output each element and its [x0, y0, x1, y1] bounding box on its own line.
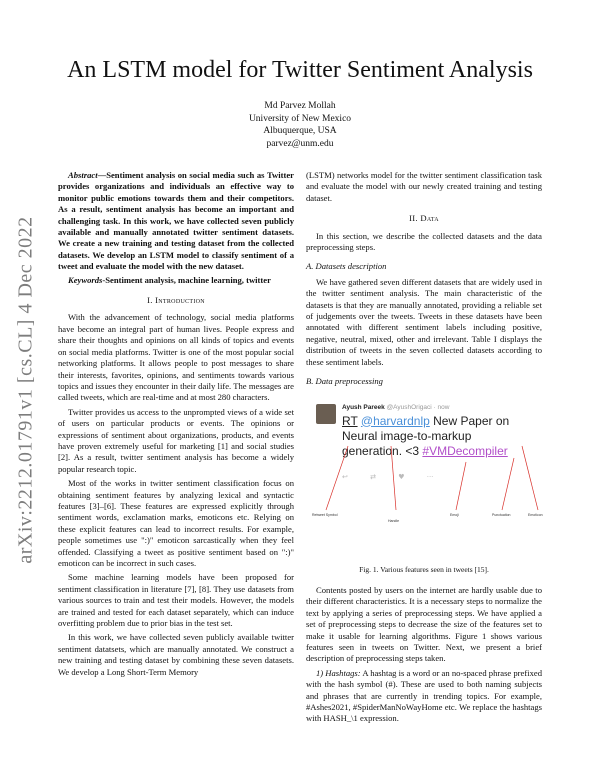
hashtags-text: A hashtag is a word or an no-spaced phrase prefixed with the hash symbol (#). These are used to both naming subjects and phrases that are currently in trending topics. For example, #Ashes2021, #SpiderManNoWayHome etc. We replace the hashtags with HASH_\1 expression.	[306, 667, 543, 724]
abstract-label: Abstract	[68, 170, 98, 180]
keywords-label: Keywords	[68, 274, 103, 285]
intro-paragraph-2: Twitter provides us access to the unprompted views of a wide set of users on particular products or events. The opinions or expressions of sentiment about organizations, products, and events have proven extremely useful for marketing [1] and social studies [2]. As a result, twitter sentiment analysis has become a widely popular research topic.	[58, 406, 294, 474]
intro-paragraph-1: With the advancement of technology, social media platforms have become an integral part of human lives. People express and share their thoughts and opinions on all kinds of topics and events on social media platforms. Twitter is one of the most popular social networking platforms. It allows people to post messages to share their interests, favorites, opinions, and sentiments towards various topics and issues they encounter in their daily life. The messages are called tweets, which are real-time and at most 280 characters.	[58, 312, 294, 403]
arrow-handle	[391, 446, 396, 510]
hashtags-paragraph	[306, 668, 542, 725]
section-heading-introduction: I. Introduction	[147, 295, 205, 306]
intro-paragraph-5: In this work, we have collected seven publicly available twitter sentiment datatsets, which are manually annotated. We construct a new training and testing dataset by combining these seven datasets. We develop a Long Short-Term Memory	[58, 632, 294, 677]
reply-icon[interactable]: ↩	[342, 472, 348, 481]
section-heading-data: II. Data	[409, 213, 439, 224]
keywords	[58, 275, 294, 286]
keywords-text: -Sentiment analysis, machine learning, twitter	[102, 274, 271, 285]
hashtags-label: 1) Hashtags:	[316, 667, 361, 678]
tweet-hashtag[interactable]: #VMDecompiler	[422, 443, 508, 458]
arxiv-sidebar	[10, 200, 42, 580]
more-icon[interactable]: ···	[426, 472, 434, 481]
label-retweet-symbol: Retweet Symbol	[312, 512, 338, 517]
tweet-mention[interactable]: @harvardnlp	[360, 413, 430, 428]
label-punctuation: Punctuation	[492, 512, 511, 517]
abstract	[58, 170, 294, 273]
arrow-retweet	[326, 446, 348, 510]
subsection-data-preprocessing: B. Data preprocessing	[306, 376, 383, 387]
paper-title: An LSTM model for Twitter Sentiment Analysis	[67, 57, 533, 83]
abstract-text: —Sentiment analysis on social media such as Twitter provides organizations and individuals an effective way to monitor public emotions towards them and their competitors. As a result, sentiment analysis has become an important and challenging task. In this work, we have collected seven publicly available and manually annotated twitter sentiment datasets. We create a new training and testing dataset from the collected datasets. We develop an LSTM model to classify sentiment of a tweet and evaluate the model with the new dataset.	[58, 170, 294, 272]
right-column	[306, 170, 542, 725]
like-icon[interactable]: ♥	[398, 472, 405, 481]
label-handle: Handle	[388, 518, 400, 523]
data-intro-paragraph: In this section, we describe the collected datasets and the data preprocessing steps.	[306, 230, 542, 253]
author-affiliation: University of New Mexico	[248, 113, 352, 124]
author-block	[0, 100, 600, 150]
author-email[interactable]: parvez@unm.edu	[266, 138, 334, 149]
retweet-icon[interactable]: ⇄	[370, 472, 376, 481]
intro-paragraph-5-continued: (LSTM) networks model for the twitter sentiment classification task and evaluate the model with our newly created training and testing dataset.	[306, 170, 542, 203]
intro-paragraph-4: Some machine learning models have been proposed for sentiment classification in literature [7], [8]. They use datasets from various sources to train and test their models. However, the models are trained and tested for each dataset separately, which can induce overfitting problem due to prior bias in the test set.	[58, 572, 294, 629]
figure-1-caption: Fig. 1. Various features seen in tweets [15].	[359, 564, 489, 574]
intro-paragraph-3: Most of the works in twitter sentiment classification focus on obtaining sentiment features by analyzing lexical and syntactic features [3]–[6]. These features are expressed explicitly through sentiment words, exclamation marks, emoticons etc. Relying on these explicit features can lead to incorrect results. For example, people sometimes use ":)" emoticon sarcastically when they feel offended. Classifying a tweet as positive sentiment based on ":)" emoticon can be incorrect in such cases.	[58, 478, 294, 568]
tweet-body: New Paper on Neural image-to-markup generation. <3	[342, 413, 510, 458]
tweet-retweet-symbol: RT	[342, 413, 358, 428]
tweet-handle: @AyushOrigaci · now	[386, 403, 450, 411]
arrow-emoticon	[522, 446, 538, 510]
label-emoticon: Emoticon	[528, 512, 543, 517]
left-column	[58, 170, 294, 678]
datasets-paragraph: We have gathered seven different datasets that are widely used in the twitter sentiment analysis. The main characteristic of the datasets is that they are manually annotated, providing a reliable set of judgements over the tweets. Tweets in these datasets have been annotated with different sentiment labels including positive, negative, neutral, mixed, other and irrelevant. Table I displays the distribution of tweets in the seven collected datasets according to these sentiment labels.	[306, 276, 542, 367]
preprocessing-paragraph: Contents posted by users on the internet are hardly usable due to their different characteristics. It is a necessary steps to normalize the text by applying a series of preprocessing steps. We have applied a set of preprocessing steps to decrease the size of the features set to make it usable for learning algorithms. Figure 1 shows various features seen in tweets on Twitter. Next, we present a brief description of preprocessing steps taken.	[306, 584, 542, 664]
arxiv-identifier: arXiv:2212.01791v1 [cs.CL] 4 Dec 2022	[14, 216, 37, 564]
tweet-author: Ayush Pareek	[342, 403, 385, 411]
author-name: Md Parvez Mollah	[264, 101, 336, 111]
author-location: Albuquerque, USA	[263, 126, 337, 136]
label-emoji: Emoji	[450, 512, 459, 517]
figure-labels	[306, 510, 542, 530]
figure-1	[306, 394, 542, 562]
arrow-punctuation	[502, 458, 514, 510]
subsection-datasets-description: A. Datasets description	[306, 261, 387, 272]
arrow-emoji	[456, 462, 466, 510]
